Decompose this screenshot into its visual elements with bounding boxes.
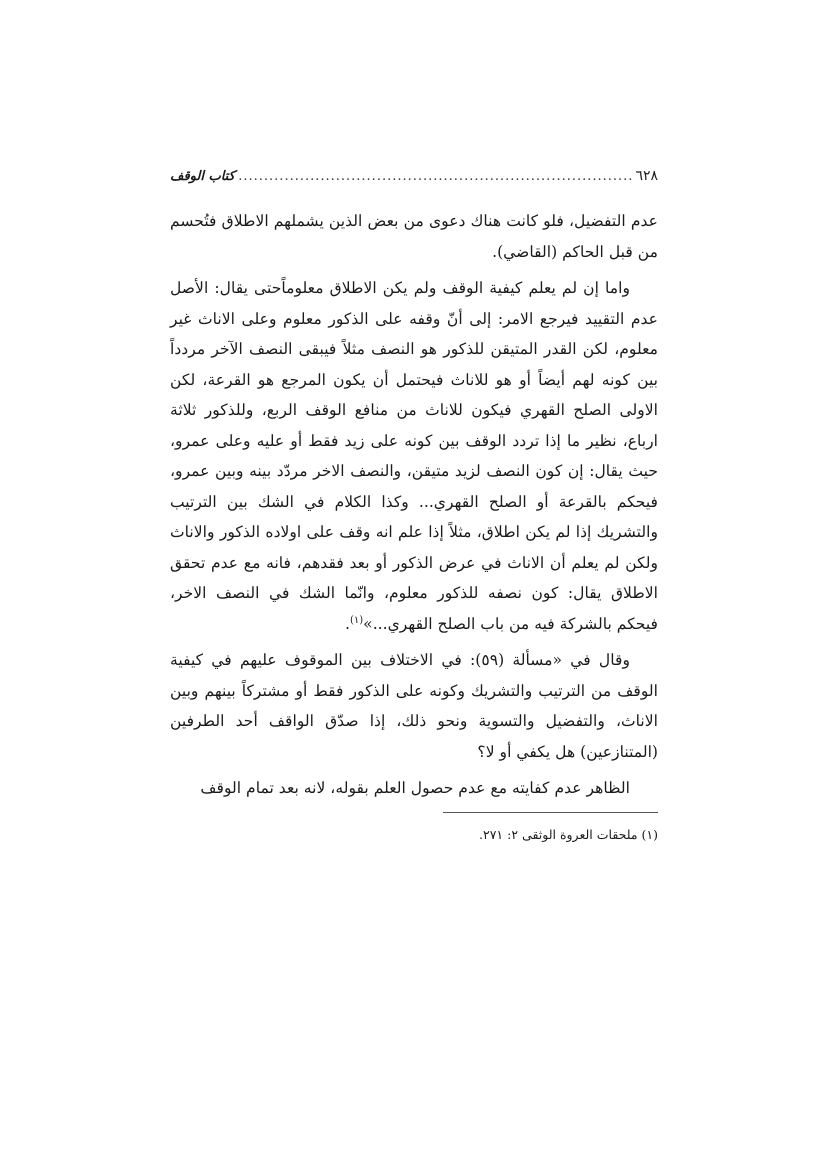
paragraph-end-mark: .: [345, 614, 350, 633]
page-number: ٦٢٨: [635, 168, 658, 184]
paragraph-text: الظاهر عدم كفايته مع عدم حصول العلم بقوله، لانه بعد تمام الوقف: [200, 779, 630, 797]
book-title: كتاب الوقف: [170, 169, 235, 184]
footnote-reference: (١): [349, 614, 364, 626]
body-text: [170, 206, 658, 804]
footnote: [170, 825, 658, 845]
footnote-separator: [443, 812, 658, 813]
paragraph-1: [170, 206, 658, 267]
paragraph-3: [170, 645, 658, 767]
paragraph-text: وقال في «مسألة (٥٩): في الاختلاف بين الموقوف عليهم في كيفية الوقف من الترتيب والتشريك وكونه على الذكور فقط أو مشتركاً بينهم وبين الاناث، والتفضيل والتسوية ونحو ذلك، إذا صدّق الواقف أحد الطرفين (المتنازعين) هل يكفي أو لا؟: [170, 651, 658, 761]
paragraph-text: عدم التفضيل، فلو كانت هناك دعوى من بعض الذين يشملهم الاطلاق فتُحسم من قبل الحاكم (القاضي).: [170, 212, 658, 261]
running-header: [170, 168, 658, 198]
paragraph-4: [170, 773, 658, 804]
paragraph-text: واما إن لم يعلم كيفية الوقف ولم يكن الاطلاق معلوماًحتى يقال: الأصل عدم التقييد فيرجع الامر: إلى أنّ وقفه على الذكور معلوم وعلى الاناث غير معلوم، لكن القدر المتيقن للذكور هو النصف مثلاً فيبقى النصف الآخر مردداً بين كونه لهم أيضاً أو هو للاناث فيحتمل أن يكون المرجع هو القرعة، لكن الاولى الصلح القهري فيكون للاناث من منافع الوقف الربع، وللذكور ثلاثة ارباع، نظير ما إذا تردد الوقف بين كونه على زيد فقط أو عليه وعلى عمرو، حيث يقال: إن كون النصف لزيد متيقن، والنصف الاخر مردّد بينه وبين عمرو، فيحكم بالقرعة أو الصلح القهري... وكذا الكلام في الشك بين الترتيب والتشريك إذا لم يكن اطلاق، مثلاً إذا علم انه وقف على اولاده الذكور والاناث ولكن لم يعلم أن الاناث في عرض الذكور أو بعد فقدهم، فانه مع عدم تحقق الاطلاق يقال: كون نصفه للذكور معلوم، وانّما الشك في النصف الاخر، فيحكم بالشركة فيه من باب الصلح القهري...»: [170, 279, 658, 633]
document-page: [170, 168, 658, 845]
paragraph-2: [170, 273, 658, 639]
footnote-text: (١) ملحقات العروة الوثقى ٢: ٢٧١.: [479, 826, 658, 842]
header-leader-dots: [237, 169, 634, 184]
